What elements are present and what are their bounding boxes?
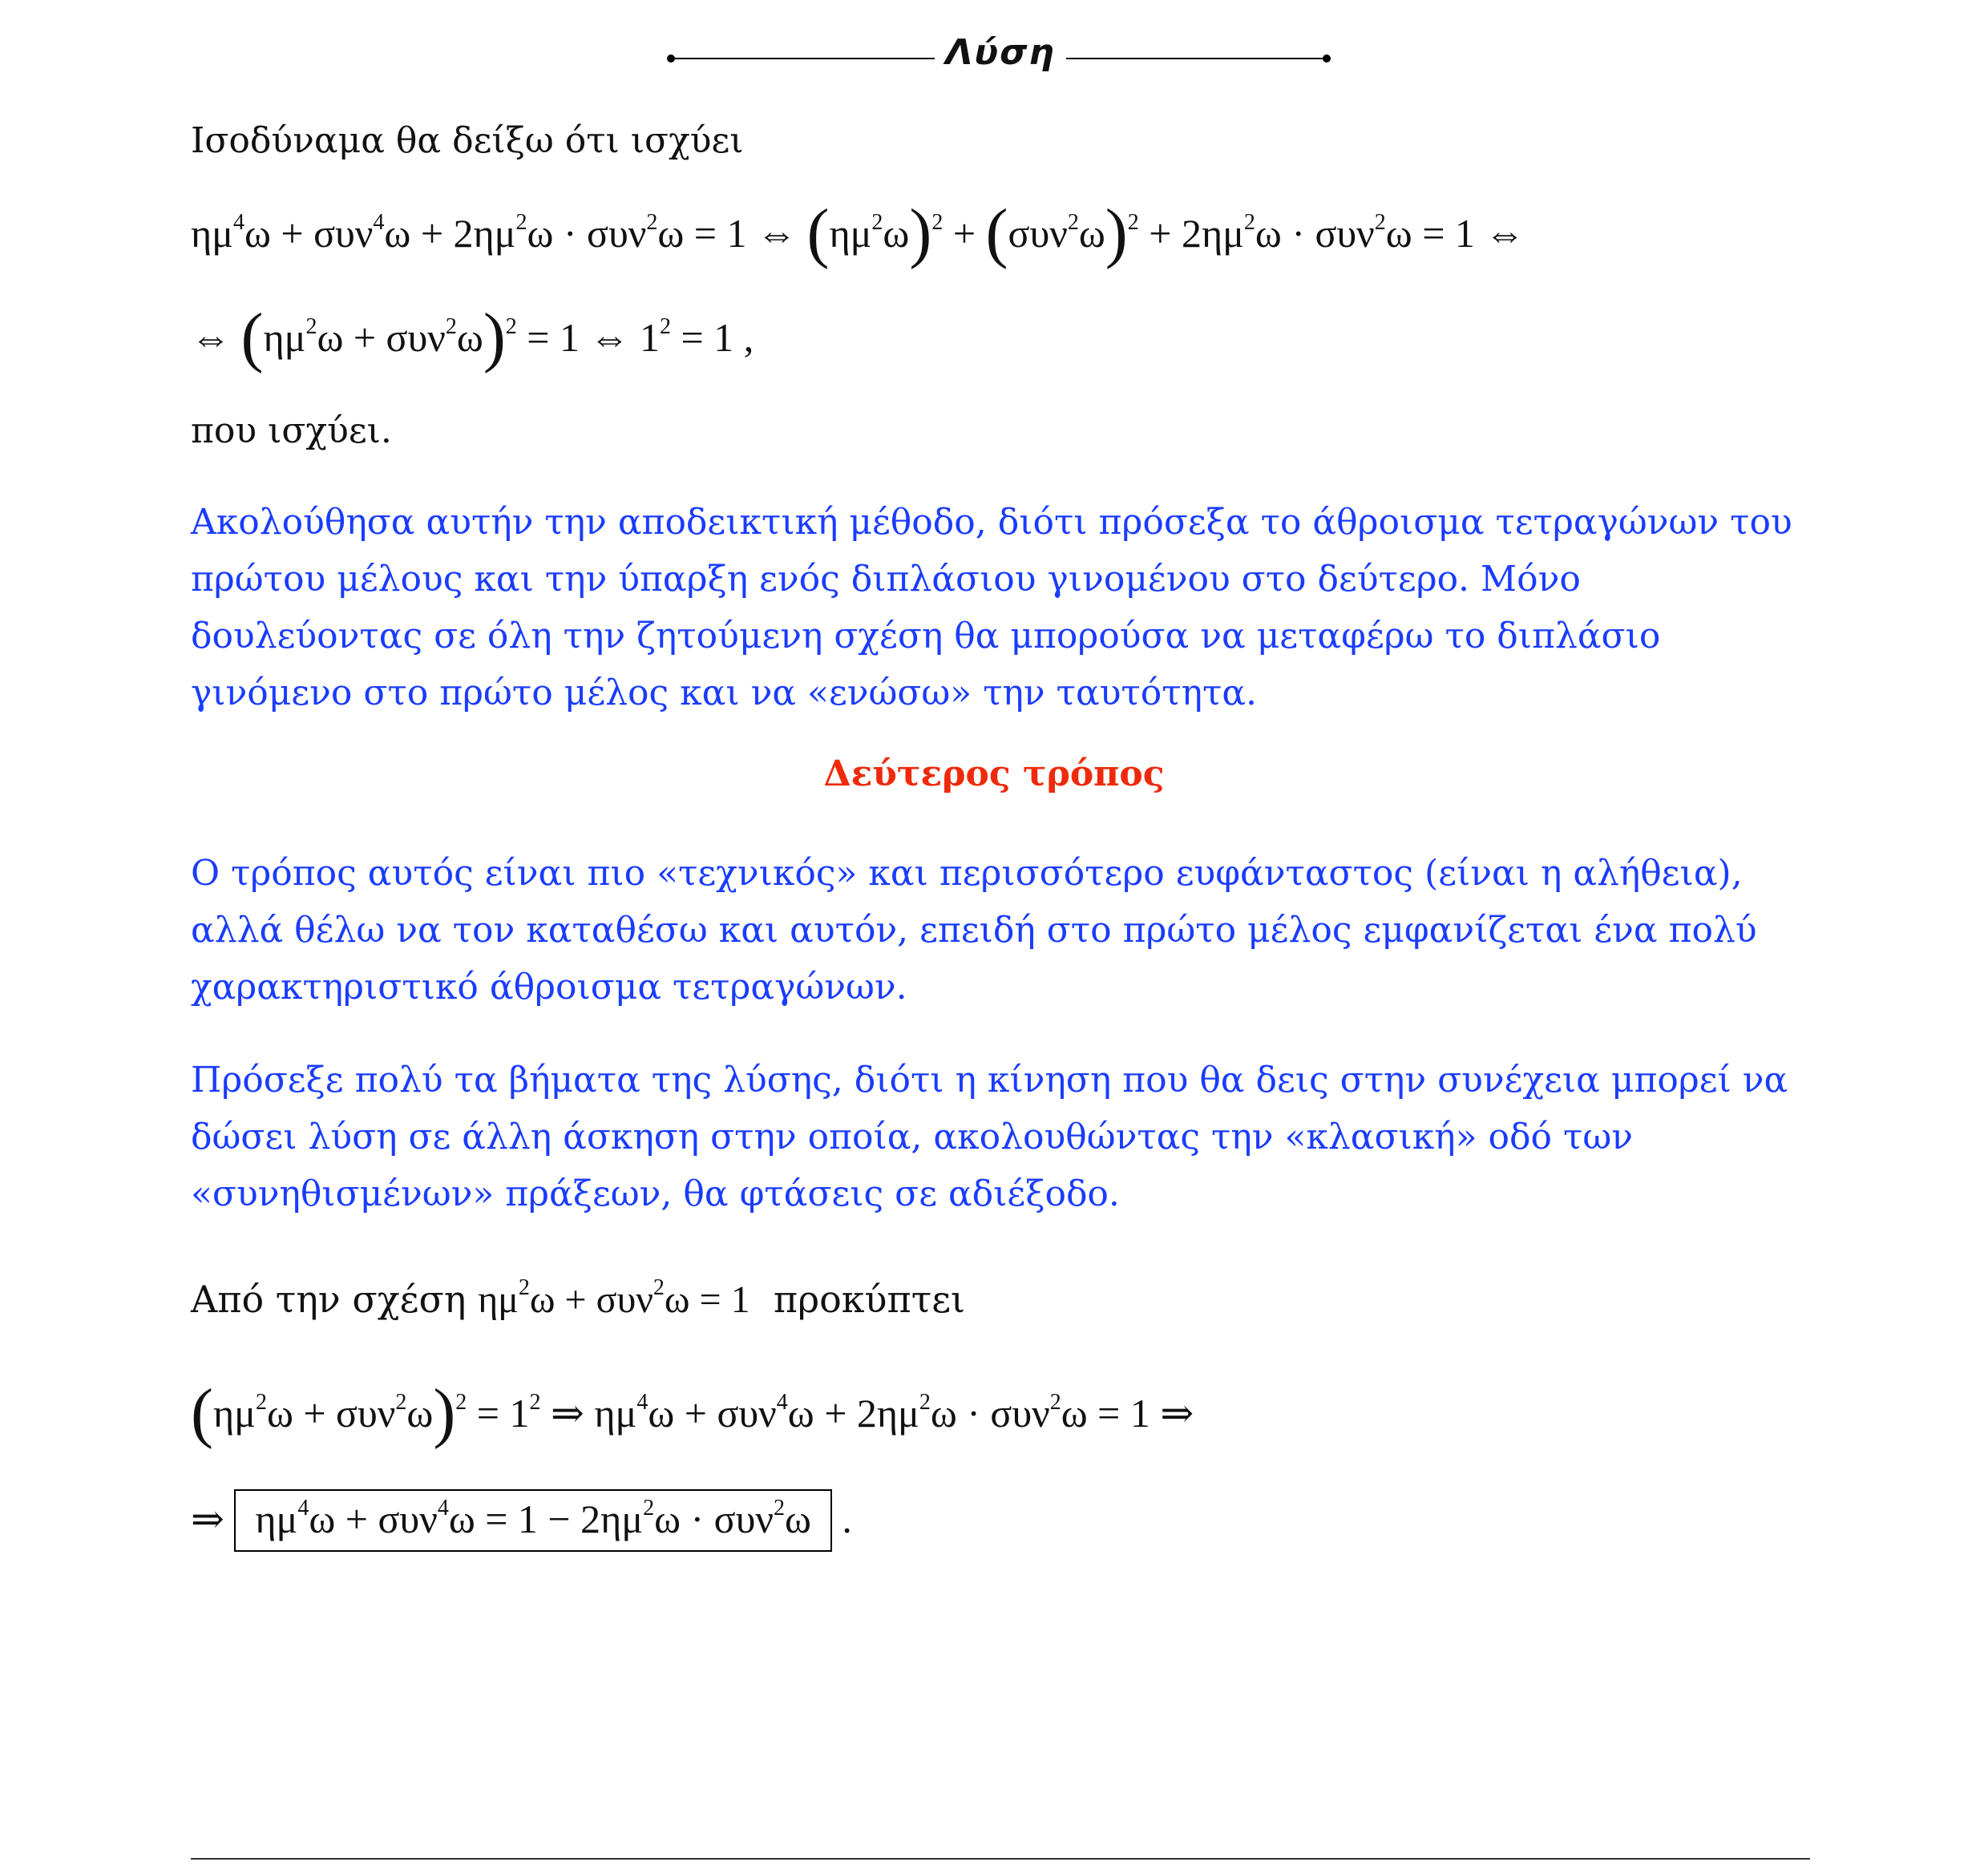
p3-inline-math	[478, 1275, 750, 1321]
eq3-term: ω = 1 ⇒	[1061, 1391, 1194, 1436]
eq3-close-paren: )	[433, 1375, 456, 1450]
commentary-paragraph-2: Ο τρόπος αυτός είναι πιο «τεχνικός» και περισσότερο ευφάνταστος (είναι η αλήθεια), αλλά θέλω να τον καταθέσω και αυτόν, επειδή στο πρώτο μέλος εμφανίζεται ένα πολύ χαρακτηριστικό άθροισμα τετραγώνων.	[191, 853, 1757, 1008]
eq1-exp: 2	[515, 210, 527, 235]
eq1-exp: 2	[871, 210, 883, 235]
eq1-exp: 2	[1067, 210, 1079, 235]
eq2-exp: 2	[660, 314, 671, 339]
eq1-term: + 2ημ	[1138, 211, 1244, 256]
eq1-exp: 2	[1127, 210, 1139, 235]
eq1-term: συν	[1008, 211, 1068, 256]
eq2-close-paren: )	[483, 300, 506, 374]
eq4-exp: 2	[773, 1496, 785, 1521]
eq1-exp: 4	[232, 210, 244, 235]
eq1-exp: 2	[1374, 210, 1386, 235]
eq3-term: ω + συν	[648, 1391, 777, 1436]
eq3-term: ⇒ ημ	[540, 1391, 637, 1436]
eq1-term: ω	[883, 211, 910, 256]
eq1-exp: 4	[373, 210, 385, 235]
footer-rule	[191, 1858, 1810, 1860]
eq3-term: ω · συν	[930, 1391, 1050, 1436]
eq4-term: ημ	[255, 1496, 298, 1541]
section-title: Λύση	[945, 32, 1056, 73]
eq3-term: = 1	[467, 1391, 530, 1436]
eq4-term: ω	[784, 1496, 811, 1541]
eq1-exp: 2	[1243, 210, 1255, 235]
eq1-term: ω + 2ημ	[384, 211, 516, 256]
eq1-term: ημ	[829, 211, 872, 256]
eq3-exp: 2	[255, 1390, 267, 1415]
eq3-exp: 4	[636, 1390, 649, 1415]
eq1-term: +	[943, 211, 986, 256]
eq1-open-paren: (	[806, 196, 830, 270]
eq3-exp: 2	[455, 1390, 467, 1415]
eq4-prefix: ⇒	[191, 1496, 235, 1541]
eq1-open-paren: (	[985, 196, 1008, 270]
eq1-term: ω · συν	[1255, 211, 1375, 256]
eq1-term: ω + συν	[244, 211, 374, 256]
p3-term: ω + συν	[529, 1278, 653, 1321]
eq1-exp: 2	[646, 210, 658, 235]
eq3-term: ω	[406, 1391, 434, 1436]
eq2-term: = 1 ,	[671, 315, 754, 360]
eq4-exp: 4	[297, 1496, 309, 1521]
eq3-exp: 2	[529, 1390, 541, 1415]
eq2-term: ω	[456, 315, 483, 360]
eq3-term: ω + συν	[266, 1391, 396, 1436]
eq2-term: ⇔	[191, 315, 241, 360]
holds-paragraph: που ισχύει.	[191, 410, 392, 451]
eq2-exp: 2	[445, 314, 457, 339]
intro-paragraph: Ισοδύναμα θα δείξω ότι ισχύει	[191, 120, 744, 161]
eq2-exp: 2	[305, 314, 317, 339]
commentary-paragraph-3: Πρόσεξε πολύ τα βήματα της λύσης, διότι η κίνηση που θα δεις στην συνέχεια μπορεί να δώσει λύση σε άλλη άσκηση στην οποία, ακολουθώντας την «κλασική» οδό των «συνηθισμένων» πράξεων, θα φτάσεις σε αδιέξοδο.	[191, 1060, 1788, 1214]
p3-exp: 2	[653, 1275, 665, 1300]
eq3-exp: 2	[1049, 1390, 1061, 1415]
eq1-close-paren: )	[1105, 196, 1128, 270]
p3-exp: 2	[518, 1275, 530, 1300]
commentary-paragraph-1: Ακολούθησα αυτήν την αποδεικτική μέθοδο, διότι πρόσεξα το άθροισμα τετραγώνων του πρώτου μέλους και την ύπαρξη ενός διπλάσιου γινομένου στο δεύτερο. Μόνο δουλεύοντας σε όλη την ζητούμενη σχέση θα μπορούσα να μεταφέρω το διπλάσιο γινόμενο στο πρώτο μέλος και να «ενώσω» την ταυτότητα.	[191, 502, 1792, 713]
eq4-term: ω · συν	[654, 1496, 774, 1541]
equation-line-4	[191, 1489, 852, 1552]
eq1-close-paren: )	[909, 196, 932, 270]
eq2-term: ω + συν	[317, 315, 446, 360]
eq4-exp: 4	[437, 1496, 449, 1521]
eq1-term: ημ	[191, 211, 233, 256]
eq1-term: ω	[1078, 211, 1105, 256]
p3-term: ω = 1	[664, 1278, 750, 1321]
header-rule-right	[1066, 58, 1331, 59]
eq3-term: ω + 2ημ	[787, 1391, 919, 1436]
eq4-term: ω + συν	[309, 1496, 438, 1541]
eq2-exp: 2	[505, 314, 517, 339]
equation-line-3	[191, 1375, 1194, 1450]
equation-line-2	[191, 300, 754, 374]
boxed-result	[234, 1489, 831, 1552]
eq3-exp: 2	[919, 1390, 931, 1415]
p3-term: ημ	[478, 1278, 519, 1321]
eq3-exp: 2	[395, 1390, 407, 1415]
eq3-open-paren: (	[191, 1375, 213, 1450]
second-method-heading: Δεύτερος τρόπος	[823, 753, 1165, 794]
equation-line-1	[191, 196, 1525, 270]
eq3-term: ημ	[212, 1391, 256, 1436]
eq1-term: ω · συν	[527, 211, 647, 256]
eq2-term: ημ	[263, 315, 306, 360]
eq3-exp: 4	[776, 1390, 788, 1415]
eq2-term: = 1 ⇔ 1	[516, 315, 660, 360]
eq1-term: ω = 1 ⇔	[657, 211, 807, 256]
eq1-term: ω = 1 ⇔	[1385, 211, 1525, 256]
from-relation-paragraph	[191, 1271, 1810, 1328]
eq4-term: ω = 1 − 2ημ	[448, 1496, 644, 1541]
p3-text: προκύπτει	[750, 1278, 966, 1321]
eq4-suffix: .	[831, 1496, 852, 1541]
header-rule-left	[670, 58, 935, 59]
p3-text: Από την σχέση	[191, 1278, 479, 1321]
header-rule-right-dot	[1323, 55, 1331, 63]
eq1-exp: 2	[931, 210, 943, 235]
eq4-exp: 2	[643, 1496, 655, 1521]
eq2-open-paren: (	[240, 300, 264, 374]
